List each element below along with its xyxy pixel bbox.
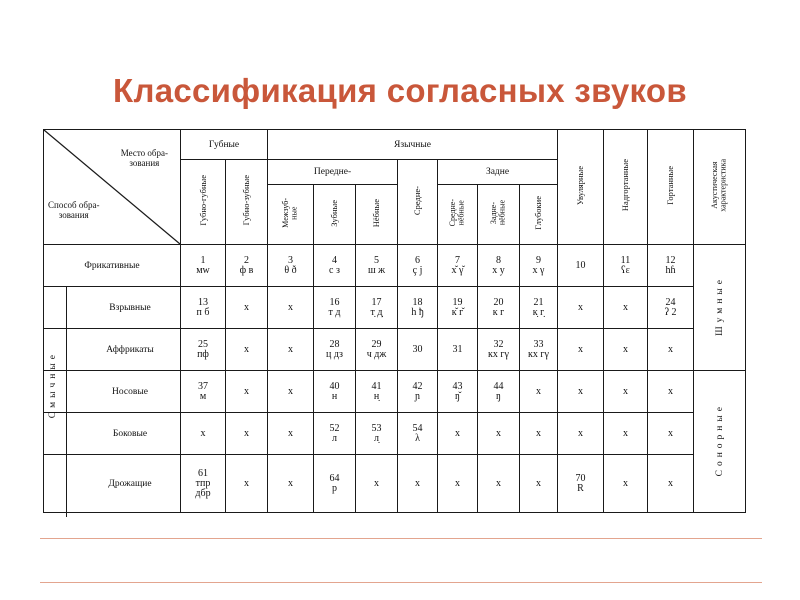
table-cell: x	[356, 455, 398, 513]
table-cell: x	[558, 287, 604, 329]
corner-place-label: Место обра- зования	[120, 148, 168, 168]
table-cell: x	[604, 287, 648, 329]
table-cell: 25 пф	[181, 329, 226, 371]
table-cell: x	[398, 455, 438, 513]
table-cell: x	[438, 455, 478, 513]
table-cell: x	[226, 371, 268, 413]
corner-manner-label: Способ обра- зования	[48, 200, 100, 220]
table-cell: 32 кх гγ	[478, 329, 520, 371]
table-cell: x	[558, 371, 604, 413]
table-cell: x	[226, 455, 268, 513]
col-interdental: Межзуб- ные	[268, 185, 314, 245]
row-label: Боковые	[44, 413, 181, 455]
consonant-classification-table	[43, 129, 746, 513]
group-lingual: Язычные	[268, 130, 558, 160]
group-anterior: Передне-	[268, 160, 398, 185]
table-cell: x	[268, 455, 314, 513]
col-bilabial: Губно-губные	[181, 160, 226, 245]
table-cell: 16 т д	[314, 287, 356, 329]
table-cell: 37 м	[181, 371, 226, 413]
table-row	[44, 287, 746, 329]
group-labial: Губные	[181, 130, 268, 160]
table-cell: x	[558, 329, 604, 371]
table-row	[44, 245, 746, 287]
table-cell: 3 θ ð	[268, 245, 314, 287]
col-dental: Зубные	[314, 185, 356, 245]
table-cell: x	[648, 455, 694, 513]
table-row	[44, 371, 746, 413]
table-cell: 64 р	[314, 455, 356, 513]
table-cell: 10	[558, 245, 604, 287]
table-cell: 9 х γ	[520, 245, 558, 287]
col-middle: Средне-	[398, 160, 438, 245]
col-acoustic: Акустическая характеристика	[694, 130, 746, 245]
table-cell: 7 х̌ γ̌	[438, 245, 478, 287]
table-cell: 29 ч дж	[356, 329, 398, 371]
table-cell: x	[226, 287, 268, 329]
table-cell: x	[604, 371, 648, 413]
slide-title: Классификация согласных звуков	[113, 72, 687, 109]
table-cell: x	[268, 287, 314, 329]
table-cell: 53 л̣	[356, 413, 398, 455]
table-cell: 1 мw	[181, 245, 226, 287]
table-cell: 13 п б	[181, 287, 226, 329]
row-label: Дрожащие	[44, 455, 181, 513]
col-epiglottal: Надгортанные	[604, 130, 648, 245]
table-cell: 42 ɲ	[398, 371, 438, 413]
table-cell: 19 к̌ г̌	[438, 287, 478, 329]
table-cell: 12 hɦ	[648, 245, 694, 287]
table-cell: x	[520, 371, 558, 413]
table-cell: x	[226, 329, 268, 371]
table-row	[44, 455, 746, 513]
table-cell: 30	[398, 329, 438, 371]
side-label-stops: Смычные	[48, 351, 58, 419]
col-deep: Глубокие	[520, 185, 558, 245]
group-posterior: Задне	[438, 160, 558, 185]
divider-line	[40, 538, 762, 539]
corner-cell	[44, 130, 181, 245]
table-cell: 4 с з	[314, 245, 356, 287]
table-cell: 31	[438, 329, 478, 371]
table-cell: x	[520, 455, 558, 513]
table-cell: 44 ŋ	[478, 371, 520, 413]
table-cell: x	[604, 413, 648, 455]
table-cell: x	[604, 329, 648, 371]
table-cell: x	[558, 413, 604, 455]
col-mediopalatal: Средне- нёбные	[438, 185, 478, 245]
divider-line	[40, 582, 762, 583]
table-cell: 61 тпр дбр	[181, 455, 226, 513]
table-cell: 21 к̣ г̣	[520, 287, 558, 329]
table-cell: 8 х у	[478, 245, 520, 287]
table-row	[44, 413, 746, 455]
table-cell: 33 кх гγ	[520, 329, 558, 371]
side-label-sonorant: Сонорные	[694, 371, 746, 513]
table-cell: x	[478, 455, 520, 513]
table-cell: 5 ш ж	[356, 245, 398, 287]
side-label-noisy: Шумные	[694, 245, 746, 371]
col-labiodental: Губно-зубные	[226, 160, 268, 245]
table-cell: x	[268, 329, 314, 371]
table-cell: 2 ф в	[226, 245, 268, 287]
table-cell: x	[268, 371, 314, 413]
col-glottal: Гортанные	[648, 130, 694, 245]
col-uvular: Увулярные	[558, 130, 604, 245]
row-label: Носовые	[44, 371, 181, 413]
table-cell: x	[604, 455, 648, 513]
table-cell: x	[478, 413, 520, 455]
table-cell: 70 R	[558, 455, 604, 513]
table-cell: 11 ʕɛ	[604, 245, 648, 287]
row-label: Аффрикаты	[44, 329, 181, 371]
table-cell: x	[268, 413, 314, 455]
table-cell: x	[520, 413, 558, 455]
table-cell: 24 ʔ 2	[648, 287, 694, 329]
col-postpalatal: Задне- нёбные	[478, 185, 520, 245]
table-cell: 18 һ ђ	[398, 287, 438, 329]
table-cell: 54 λ	[398, 413, 438, 455]
table-row	[44, 329, 746, 371]
table-cell: x	[181, 413, 226, 455]
row-label: Фрикативные	[44, 245, 181, 287]
table-cell: x	[438, 413, 478, 455]
col-palatal: Нёбные	[356, 185, 398, 245]
table-cell: 28 ц дз	[314, 329, 356, 371]
table-cell: x	[648, 413, 694, 455]
table-cell: 43 ŋ̌	[438, 371, 478, 413]
table-cell: x	[648, 329, 694, 371]
table-cell: x	[226, 413, 268, 455]
table-cell: 20 к г	[478, 287, 520, 329]
table-cell: 6 ç j	[398, 245, 438, 287]
table-cell: 17 т̣ д̣	[356, 287, 398, 329]
table-cell: x	[648, 371, 694, 413]
row-label: Смычные Взрывные	[44, 287, 181, 329]
table-cell: 40 н	[314, 371, 356, 413]
table-cell: 52 л	[314, 413, 356, 455]
table-cell: 41 н̣	[356, 371, 398, 413]
